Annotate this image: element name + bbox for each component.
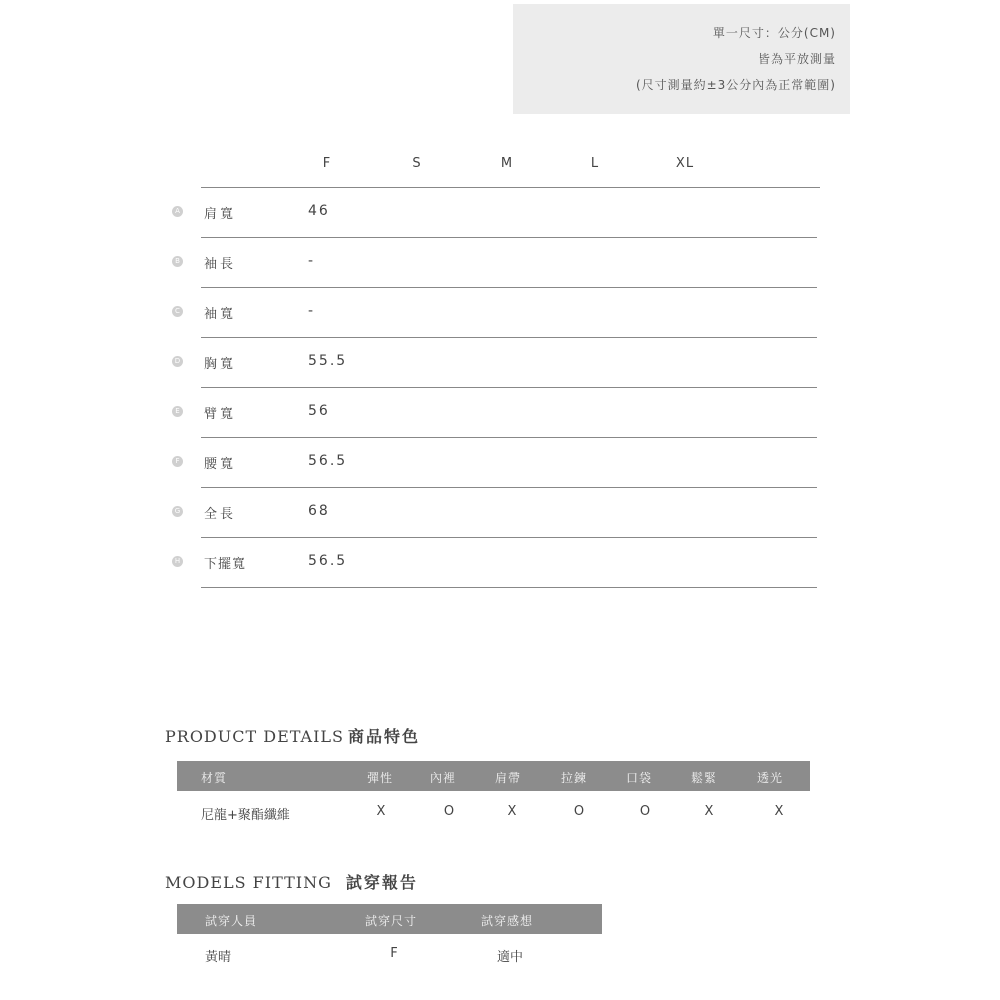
row-label: 全長 bbox=[204, 507, 237, 522]
value-zipper: O bbox=[573, 804, 585, 819]
header-stretch: 鬆緊 bbox=[691, 771, 718, 785]
row-value-f: 55.5 bbox=[308, 353, 348, 369]
size-row-waist bbox=[160, 438, 820, 488]
product-details-title-zh: 商品特色 bbox=[348, 727, 421, 746]
value-stretch: X bbox=[704, 804, 714, 819]
size-row-arm bbox=[160, 388, 820, 438]
header-elasticity: 彈性 bbox=[367, 771, 394, 785]
row-label: 下擺寬 bbox=[204, 557, 247, 572]
size-header-s: S bbox=[412, 156, 422, 171]
circle-e-icon: E bbox=[172, 406, 183, 417]
size-header-l: L bbox=[590, 156, 600, 171]
value-pocket: O bbox=[639, 804, 651, 819]
size-header-f: F bbox=[322, 156, 332, 171]
models-fitting-title bbox=[165, 870, 418, 893]
row-value-f: 68 bbox=[308, 503, 330, 519]
value-elasticity: X bbox=[376, 804, 386, 819]
row-label: 腰寬 bbox=[204, 457, 237, 472]
header-sheer: 透光 bbox=[757, 771, 784, 785]
measurement-note bbox=[513, 4, 850, 114]
row-value-f: 46 bbox=[308, 203, 330, 219]
value-material: 尼龍+聚酯纖維 bbox=[201, 808, 290, 823]
product-details-header bbox=[177, 761, 810, 791]
value-size: F bbox=[390, 946, 398, 961]
row-label: 胸寬 bbox=[204, 357, 237, 372]
value-model: 黃晴 bbox=[205, 950, 232, 965]
row-value-f: - bbox=[308, 303, 316, 319]
circle-a-icon: A bbox=[172, 206, 183, 217]
circle-d-icon: D bbox=[172, 356, 183, 367]
product-details-title bbox=[165, 724, 420, 747]
row-label: 袖寬 bbox=[204, 307, 237, 322]
circle-g-icon: G bbox=[172, 506, 183, 517]
value-straps: X bbox=[507, 804, 517, 819]
header-feedback: 試穿感想 bbox=[481, 914, 534, 928]
circle-c-icon: C bbox=[172, 306, 183, 317]
value-lining: O bbox=[443, 804, 455, 819]
row-label: 袖長 bbox=[204, 257, 237, 272]
header-lining: 內裡 bbox=[430, 771, 457, 785]
product-details-title-en: PRODUCT DETAILS bbox=[165, 727, 345, 746]
row-label: 肩寬 bbox=[204, 207, 237, 222]
models-fitting-header bbox=[177, 904, 602, 934]
size-row-shoulder bbox=[160, 188, 820, 238]
product-details-values bbox=[177, 796, 810, 826]
size-table bbox=[160, 150, 820, 588]
row-value-f: - bbox=[308, 253, 316, 269]
row-value-f: 56 bbox=[308, 403, 330, 419]
models-fitting-title-en: MODELS FITTING bbox=[165, 873, 332, 892]
size-header-m: M bbox=[500, 156, 514, 171]
size-row-sleeve-width bbox=[160, 288, 820, 338]
note-unit: 單一尺寸：公分(CM) bbox=[712, 26, 836, 40]
header-straps: 肩帶 bbox=[495, 771, 522, 785]
models-fitting-title-zh: 試穿報告 bbox=[345, 873, 418, 892]
header-pocket: 口袋 bbox=[626, 771, 653, 785]
value-feedback: 適中 bbox=[497, 950, 524, 965]
header-material: 材質 bbox=[201, 771, 228, 785]
circle-b-icon: B bbox=[172, 256, 183, 267]
note-method: 皆為平放測量 bbox=[757, 52, 836, 66]
circle-h-icon: H bbox=[172, 556, 183, 567]
header-zipper: 拉鍊 bbox=[561, 771, 588, 785]
header-size: 試穿尺寸 bbox=[365, 914, 418, 928]
size-row-length bbox=[160, 488, 820, 538]
header-model: 試穿人員 bbox=[205, 914, 258, 928]
note-tolerance: (尺寸測量約±3公分內為正常範圍) bbox=[635, 78, 836, 92]
row-label: 臂寬 bbox=[204, 407, 237, 422]
row-value-f: 56.5 bbox=[308, 453, 348, 469]
models-fitting-values bbox=[177, 938, 602, 968]
value-sheer: X bbox=[774, 804, 784, 819]
circle-f-icon: F bbox=[172, 456, 183, 467]
size-table-header bbox=[201, 150, 820, 188]
size-row-chest bbox=[160, 338, 820, 388]
row-value-f: 56.5 bbox=[308, 553, 348, 569]
size-row-sleeve-length bbox=[160, 238, 820, 288]
size-row-hem bbox=[160, 538, 820, 588]
size-header-xl: XL bbox=[675, 156, 695, 171]
